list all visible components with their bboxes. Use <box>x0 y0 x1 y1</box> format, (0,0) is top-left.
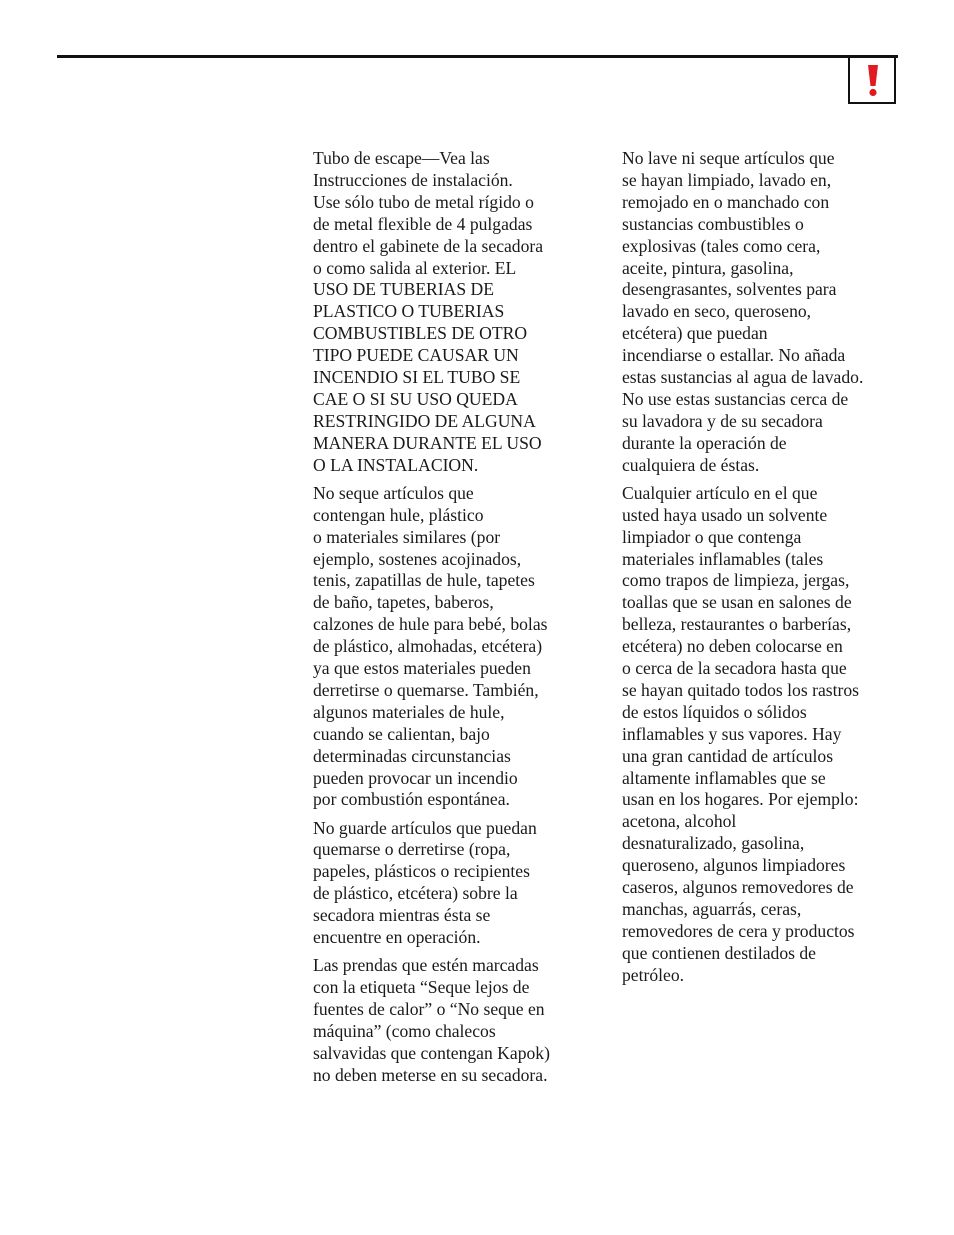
left-column <box>313 148 613 1093</box>
exclamation-warning-icon <box>867 65 879 97</box>
storage-on-dryer-paragraph: No guarde artículos que puedan quemarse o derretirse (ropa, papeles, plásticos o recipientes de plástico, etcétera) sobre la secadora mientras ésta se encuentre en operación. <box>313 817 537 948</box>
care-label-paragraph: Las prendas que estén marcadas con la etiqueta “Seque lejos de fuentes de calor” o “No seque en máquina” (como chalecos salvavidas que contengan Kapok) no deben meterse en su secadora. <box>313 955 550 1085</box>
right-column <box>622 148 922 993</box>
rubber-plastic-items-paragraph: No seque artículos que contengan hule, plástico o materiales similares (por ejemplo, sostenes acojinados, tenis, zapatillas de hule, tapetes de baño, tapetes, baberos, calzones de hule para bebé, bolas de plástico, almohadas, etcétera) ya que estos materiales pueden derretirse o quemarse. También, algunos materiales de hule, cuando se calientan, bajo determinadas circunstancias pueden provocar un incendio por combustión espontánea. <box>313 482 548 810</box>
exhaust-duct-paragraph: Tubo de escape—Vea las Instrucciones de instalación. Use sólo tubo de metal rígido o de metal flexible de 4 pulgadas dentro el gabinete de la secadora o como salida al exterior. EL USO DE TUBERIAS DE PLASTICO O TUBERIAS COMBUSTIBLES DE OTRO TIPO PUEDE CAUSAR UN INCENDIO SI EL TUBO SE CAE O SI SU USO QUEDA RESTRINGIDO DE ALGUNA MANERA DURANTE EL USO O LA INSTALACION. <box>313 148 544 475</box>
flammable-solvents-paragraph: Cualquier artículo en el que usted haya usado un solvente limpiador o que contenga materiales inflamables (tales como trapos de limpieza, jergas, toallas que se usan en salones de belleza, restaurantes o barberías, etcétera) no deben colocarse en o cerca de la secadora hasta que se hayan quitado todos los rastros de estos líquidos o sólidos inflamables y sus vapores. Hay una gran cantidad de artículos altamente inflamables que se usan en los hogares. Por ejemplo: acetona, alcohol desnaturalizado, gasolina, queroseno, algunos limpiadores caseros, algunos removedores de manchas, aguarrás, ceras, removedores de cera y productos que contienen destilados de petróleo. <box>622 482 859 985</box>
combustible-substances-paragraph: No lave ni seque artículos que se hayan limpiado, lavado en, remojado en o manchado con sustancias combustibles o explosivas (tales como cera, aceite, pintura, gasolina, desengrasantes, solventes para lavado en seco, queroseno, etcétera) que puedan incendiarse o estallar. No añada estas sustancias al agua de lavado. No use estas sustancias cerca de su lavadora y de su secadora durante la operación de cualquiera de éstas. <box>622 148 864 475</box>
header-rule <box>57 55 898 58</box>
warning-badge <box>848 57 896 104</box>
